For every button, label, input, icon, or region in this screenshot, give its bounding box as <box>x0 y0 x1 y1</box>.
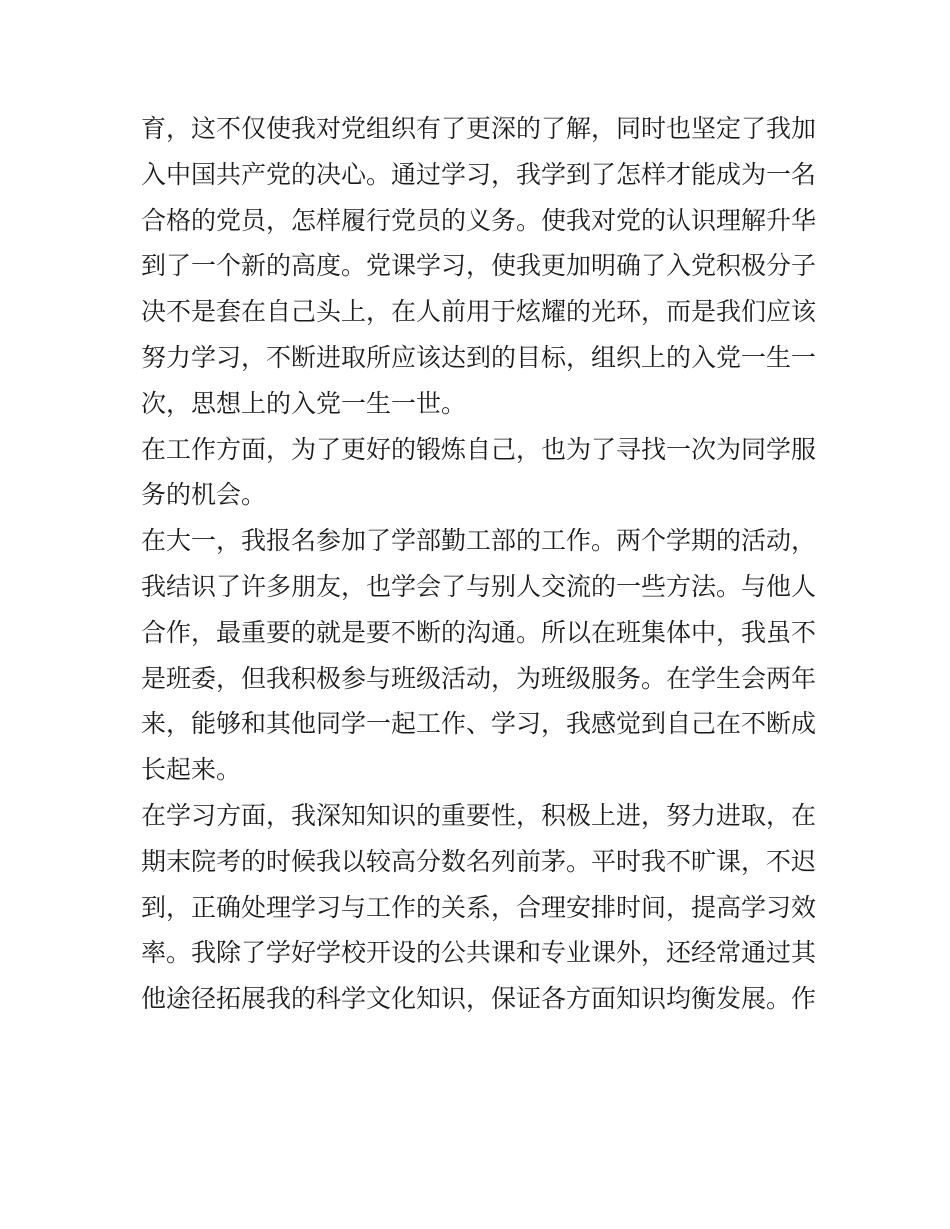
text-line: 次，思想上的入党一生一世。 <box>141 388 467 418</box>
text-line: 他途径拓展我的科学文化知识，保证各方面知识均衡发展。作 <box>141 984 817 1014</box>
text-line: 到，正确处理学习与工作的关系，合理安排时间，提高学习效 <box>141 892 817 922</box>
text-line: 在大一，我报名参加了学部勤工部的工作。两个学期的活动， <box>141 526 817 556</box>
text-line: 是班委，但我积极参与班级活动，为班级服务。在学生会两年 <box>141 663 817 693</box>
text-line: 来，能够和其他同学一起工作、学习，我感觉到自己在不断成 <box>141 709 817 739</box>
text-line: 在工作方面，为了更好的锻炼自己，也为了寻找一次为同学服 <box>141 434 817 464</box>
text-line: 决不是套在自己头上，在人前用于炫耀的光环，而是我们应该 <box>141 297 817 327</box>
text-line: 长起来。 <box>141 755 242 785</box>
text-line: 在学习方面，我深知知识的重要性，积极上进，努力进取，在 <box>141 800 817 830</box>
text-line: 育，这不仅使我对党组织有了更深的了解，同时也坚定了我加 <box>141 114 817 143</box>
text-line: 到了一个新的高度。党课学习，使我更加明确了入党积极分子 <box>141 251 817 281</box>
text-line: 期末院考的时候我以较高分数名列前茅。平时我不旷课，不迟 <box>141 846 817 876</box>
text-line: 合格的党员，怎样履行党员的义务。使我对党的认识理解升华 <box>141 205 817 235</box>
document-body <box>141 106 821 1022</box>
text-line: 入中国共产党的决心。通过学习，我学到了怎样才能成为一名 <box>141 159 817 189</box>
text-line: 务的机会。 <box>141 480 267 510</box>
text-line: 我结识了许多朋友，也学会了与别人交流的一些方法。与他人 <box>141 571 817 601</box>
text-line: 努力学习，不断进取所应该达到的目标，组织上的入党一生一 <box>141 342 817 372</box>
text-line: 率。我除了学好学校开设的公共课和专业课外，还经常通过其 <box>141 938 817 968</box>
text-line: 合作，最重要的就是要不断的沟通。所以在班集体中，我虽不 <box>141 617 817 647</box>
